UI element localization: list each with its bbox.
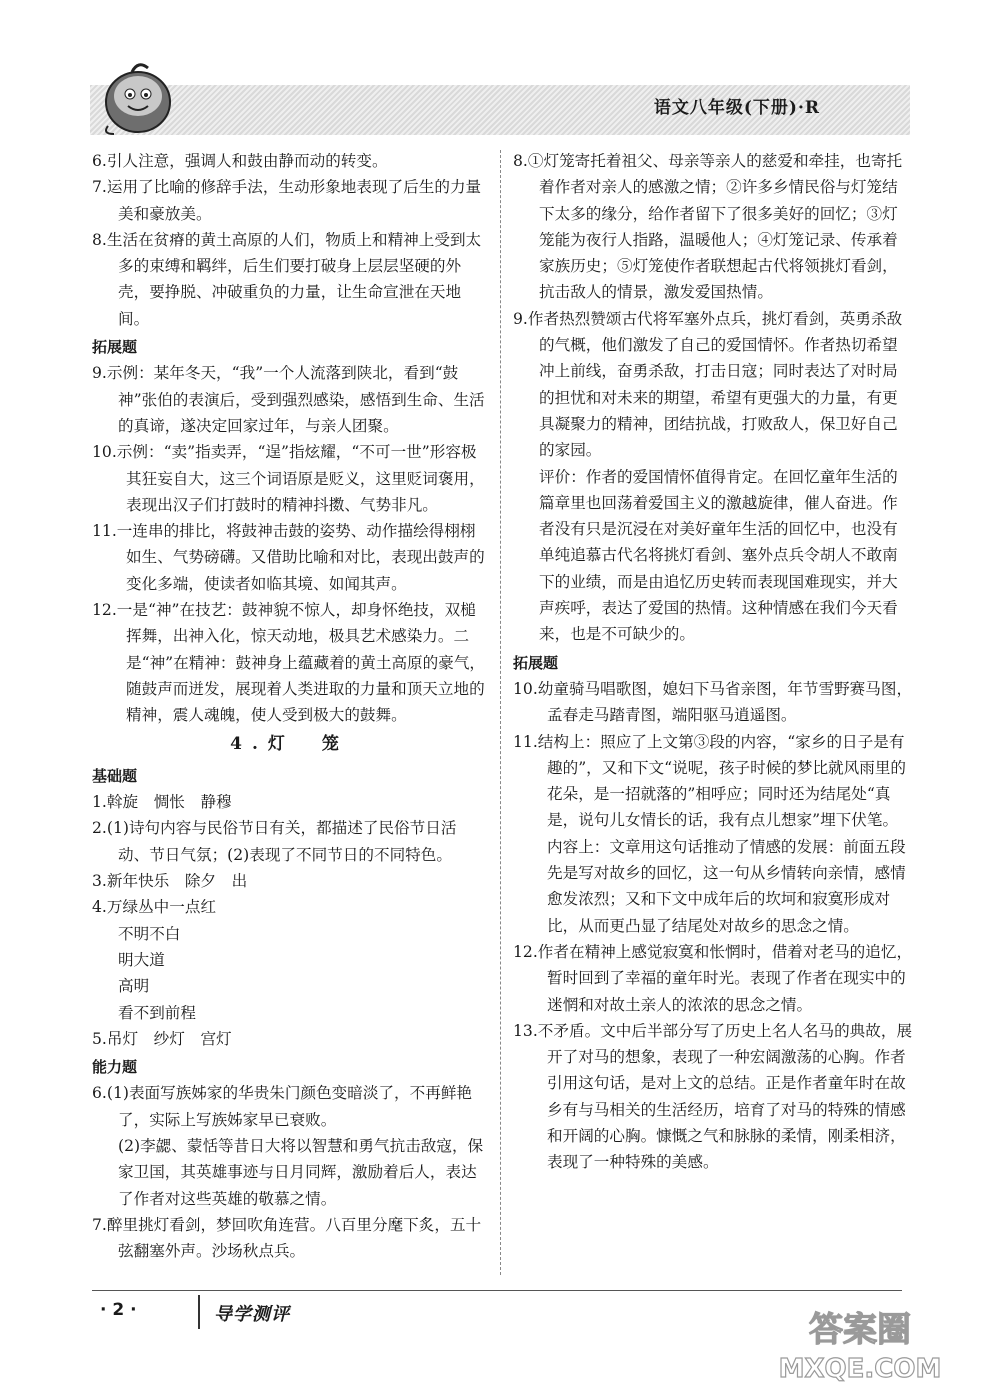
answer-text: 11.结构上：照应了上文第③段的内容，“家乡的日子是有趣的”，又和下文“说呢，孩子时候的梦比就风雨里的花朵，是一招就落的”相呼应；同时还为结尾处“真是，说句儿女情长的话，我有点儿想家”埋下伏笔。内容上：文章用这句话推动了情感的发展：前面五段先是写对故乡的回忆，这一句从乡情转向亲情，感情愈发浓烈；又和下文中成年后的坎坷和寂寞形成对比，从而更凸显了结尾处对故乡的思念之情。 bbox=[513, 732, 907, 935]
answer-text: 4.万绿丛中一点红 bbox=[92, 898, 217, 917]
answer-text: 13.不矛盾。文中后半部分写了历史上名人名马的典故，展开了对马的想象，表现了一种宏阔激荡的心胸。作者引用这句话，是对上文的总结。正是作者童年时在故乡有与马相关的生活经历，培育了对马的特殊的情感和开阔的心胸。慷慨之气和脉脉的柔情，刚柔相济，表现了一种特殊的美感。 bbox=[513, 1021, 913, 1172]
section-heading: 拓展题 bbox=[92, 338, 138, 357]
section-heading: 拓展题 bbox=[513, 653, 559, 672]
answer-text: (2)李勰、蒙恬等昔日大将以智慧和勇气抗击敌寇，保家卫国，其英雄事迹与日月同辉，激励着后人，表达了作者对这些英雄的敬慕之情。 bbox=[118, 1136, 484, 1208]
right-column bbox=[513, 148, 913, 1176]
answer-text: 10.示例：“卖”指卖弄，“逞”指炫耀，“不可一世”形容极其狂妄自大，这三个词语原是贬义，这里贬词褒用，表现出汉子们打鼓时的精神抖擞、气势非凡。 bbox=[92, 443, 485, 514]
page-header-band bbox=[90, 85, 910, 135]
answer-text: 8.生活在贫瘠的黄土高原的人们，物质上和精神上受到太多的束缚和羁绊，后生们要打破身上层层坚硬的外壳，要挣脱、冲破重负的力量，让生命宣泄在天地间。 bbox=[92, 230, 482, 328]
answer-text: 5.吊灯 纱灯 宫灯 bbox=[92, 1029, 232, 1048]
answer-text: 10.幼童骑马唱歌图，媳妇下马省亲图，年节雪野赛马图，孟春走马踏青图，端阳驱马逍遥图。 bbox=[513, 679, 913, 725]
answer-text: 1.斡旋 惆怅 静穆 bbox=[92, 793, 232, 812]
answer-text: 12.一是“神”在技艺：鼓神貌不惊人，却身怀绝技，双槌挥舞，出神入化，惊天动地，极具艺术感染力。二是“神”在精神：鼓神身上蕴藏着的黄土高原的豪气，随鼓声而迸发，展现着人类进取的力量和顶天立地的精神，震人魂魄，使人受到极大的鼓舞。 bbox=[92, 601, 486, 725]
column-divider bbox=[500, 150, 501, 1275]
answer-text: 9.作者热烈赞颂古代将军塞外点兵，挑灯看剑，英勇杀敌的气概，他们激发了自己的爱国情怀。作者热切希望冲上前线，奋勇杀敌，打击日寇；同时表达了对时局的担忧和对未来的期望，希望有更强大的力量，有更具凝聚力的精神，团结抗战，打败敌人，保卫好自己的家园。 bbox=[513, 309, 903, 460]
footer-separator bbox=[198, 1295, 200, 1329]
answer-text: 不明不白 bbox=[118, 924, 181, 943]
answer-text: 2.(1)诗句内容与民俗节日有关，都描述了民俗节日活动、节日气氛；(2)表现了不同节日的不同特色。 bbox=[92, 819, 457, 864]
section-heading: 能力题 bbox=[92, 1058, 138, 1077]
answer-text: 8.①灯笼寄托着祖父、母亲等亲人的慈爱和牵挂，也寄托着作者对亲人的感激之情；②许多乡情民俗与灯笼结下太多的缘分，给作者留下了很多美好的回忆；③灯笼能为夜行人指路，温暖他人；④灯笼记录、传承着家族历史；⑤灯笼使作者联想起古代将领挑灯看剑，抗击敌人的情景，激发爱国热情。 bbox=[513, 152, 903, 302]
section-heading: 基础题 bbox=[92, 766, 138, 785]
answer-text: 6.(1)表面写族姊家的华贵朱门颜色变暗淡了，不再鲜艳了，实际上写族姊家早已衰败。 bbox=[92, 1084, 473, 1129]
answer-text: 高明 bbox=[118, 977, 150, 996]
mascot-logo bbox=[92, 52, 180, 140]
footer-brand: 导学测评 bbox=[214, 1304, 290, 1325]
answer-text: 9.示例：某年冬天，“我”一个人流落到陕北，看到“鼓神”张伯的表演后，受到强烈感染，感悟到生命、生活的真谛，遂决定回家过年，与亲人团聚。 bbox=[92, 364, 485, 435]
header-title: 语文八年级(下册)·R bbox=[653, 98, 820, 118]
page-number: · 2 · bbox=[100, 1300, 137, 1320]
footer-rule bbox=[92, 1290, 902, 1291]
answer-text: 12.作者在精神上感觉寂寞和怅惘时，借着对老马的追忆，暂时回到了幸福的童年时光。表现了作者在现实中的迷惘和对故土亲人的浓浓的思念之情。 bbox=[513, 942, 913, 1014]
answer-text: 看不到前程 bbox=[118, 1003, 196, 1022]
answer-text: 7.醉里挑灯看剑，梦回吹角连营。八百里分麾下炙，五十弦翻塞外声。沙场秋点兵。 bbox=[92, 1215, 482, 1261]
answer-text: 明大道 bbox=[118, 950, 165, 969]
watermark-text-cn: 答案圈 bbox=[809, 1310, 911, 1350]
watermark-logo bbox=[760, 1305, 960, 1385]
answer-text: 7.运用了比喻的修辞手法，生动形象地表现了后生的力量美和豪放美。 bbox=[92, 178, 482, 223]
answer-text: 评价：作者的爱国情怀值得肯定。在回忆童年生活的篇章里也回荡着爱国主义的激越旋律，催人奋进。作者没有只是沉浸在对美好童年生活的回忆中，也没有单纯追慕古代名将挑灯看剑、塞外点兵令胡人不敢南下的业绩，而是由追忆历史转而表现国难现实，并大声疾呼，表达了爱国的热情。这种情感在我们今天看来，也是不可缺少的。 bbox=[539, 467, 898, 644]
answer-text: 11.一连串的排比，将鼓神击鼓的姿势、动作描绘得栩栩如生、气势磅礴。又借助比喻和对比，表现出鼓声的变化多端，使读者如临其境、如闻其声。 bbox=[92, 522, 485, 593]
answer-text: 6.引人注意，强调人和鼓由静而动的转变。 bbox=[92, 152, 388, 170]
watermark-text-en: MXQE.COM bbox=[778, 1354, 942, 1384]
left-column bbox=[92, 148, 487, 1264]
lesson-title: 4.灯 笼 bbox=[230, 733, 349, 754]
answer-text: 3.新年快乐 除夕 出 bbox=[92, 872, 248, 891]
